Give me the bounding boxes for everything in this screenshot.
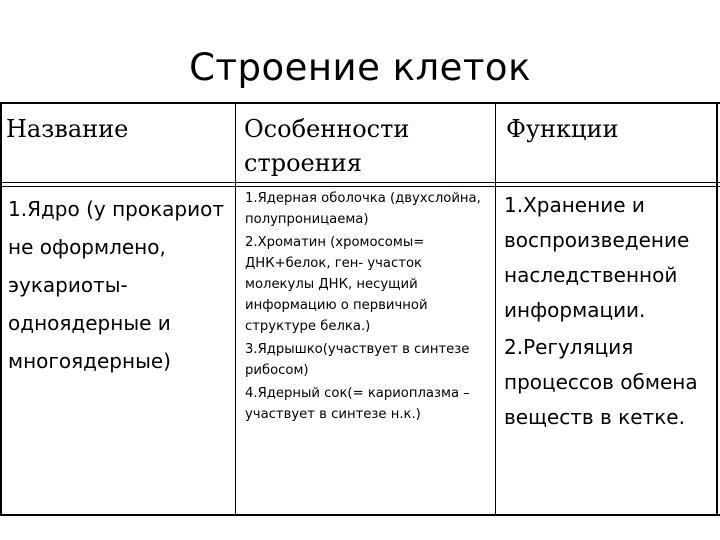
function-item: 2.Регуляция процессов обмена веществ в кетке. [504,335,698,429]
column-divider [495,102,496,516]
cell-organelle-name: 1.Ядро (у прокариот не оформлено, эукариоты- одноядерные и многоядерные) [8,197,225,373]
table-bottom-border [2,514,720,516]
feature-item: 3.Ядрышко(участвует в синтезе рибосом) [245,342,470,378]
header-functions: Функции [506,115,619,143]
header-name: Название [6,115,129,143]
cell-features [245,188,490,427]
table-top-border [2,102,720,104]
header-divider [2,182,720,183]
cell-functions [504,188,719,437]
function-item: 1.Хранение и воспроизведение наследственной информации. [504,193,690,322]
column-divider [235,102,236,516]
feature-item: 2.Хроматин (хромосомы= ДНК+белок, ген- участок молекулы ДНК, несущий информацию о первичной структуре белка.) [245,235,428,334]
page-title: Строение клеток [189,46,531,89]
header-divider-double [2,186,720,187]
feature-item: 4.Ядерный сок(= кариоплазма – участвует в синтезе н.к.) [245,386,470,422]
cell-structure-table [0,102,718,516]
feature-item: 1.Ядерная оболочка (двухслойна, полупроницаема) [245,191,481,227]
header-features: Особенности строения [244,115,410,177]
